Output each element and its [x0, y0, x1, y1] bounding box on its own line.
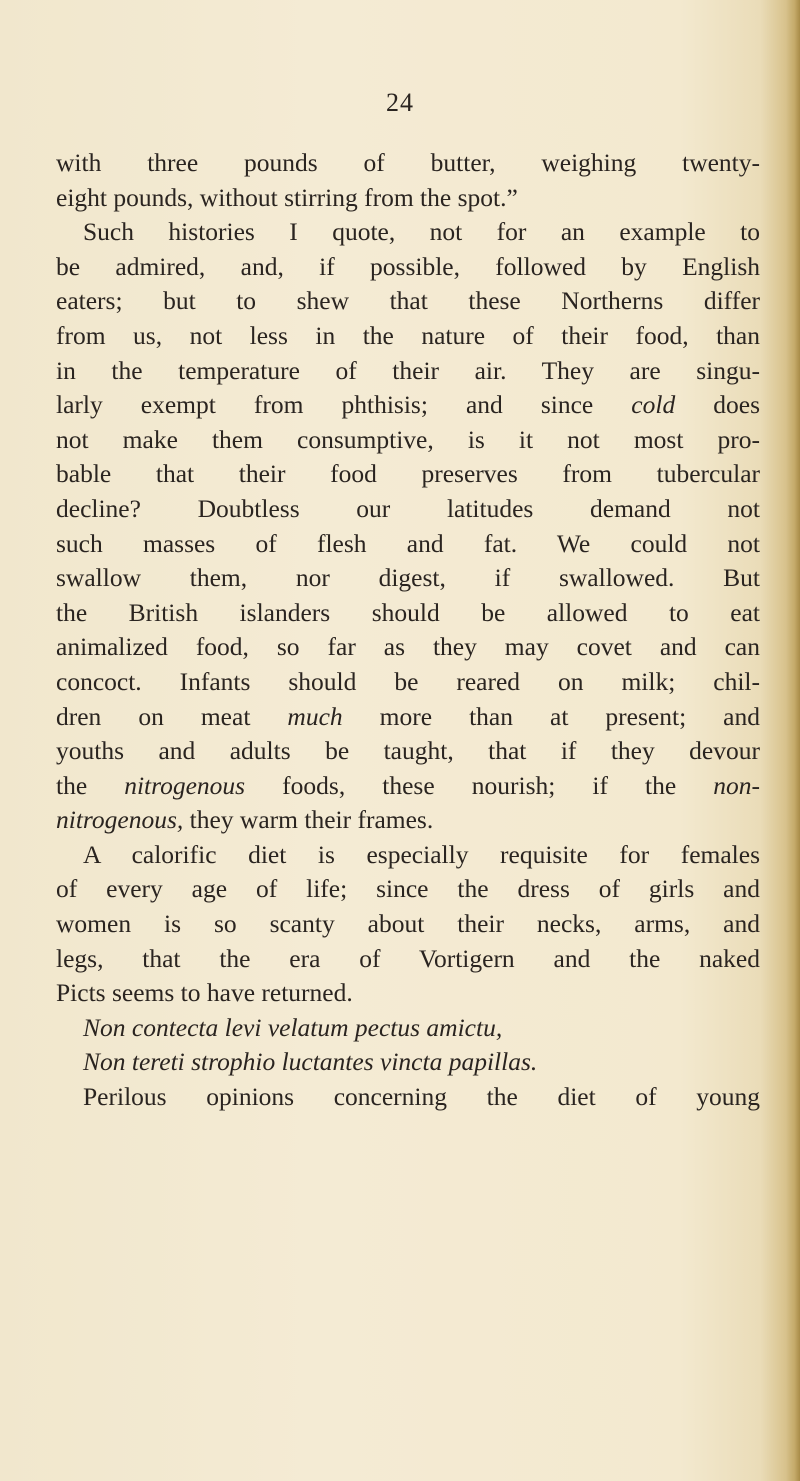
text-span: foods, these nourish; if the [245, 770, 714, 800]
text-line [56, 250, 760, 285]
text-line [56, 630, 760, 665]
text-span: animalized food, so far as they may covet and can [56, 632, 760, 662]
text-line [56, 319, 760, 354]
italic-text: nitrogenous, [56, 805, 184, 835]
text-line [56, 803, 760, 838]
text-line [56, 942, 760, 977]
text-line [56, 354, 760, 389]
text-span: larly exempt from phthisis; and since [56, 390, 632, 420]
text-line [56, 492, 760, 527]
text-span: such masses of flesh and fat. We could not [56, 528, 760, 558]
text-span: Perilous opinions concerning the diet of young [83, 1082, 760, 1112]
text-line [56, 423, 760, 458]
italic-text: much [287, 701, 343, 731]
text-span: bable that their food preserves from tubercular [56, 459, 760, 489]
text-span: from us, not less in the nature of their food, than [56, 320, 760, 350]
text-line [56, 838, 760, 873]
text-span: legs, that the era of Vortigern and the naked [56, 943, 760, 973]
text-span: eaters; but to shew that these Northerns differ [56, 286, 760, 316]
text-line [56, 146, 760, 181]
text-line [56, 1080, 760, 1115]
text-span: Such histories I quote, not for an example to [83, 217, 760, 247]
text-line [56, 181, 760, 216]
text-span: eight pounds, without stirring from the spot.” [56, 182, 518, 212]
text-span: women is so scanty about their necks, arms, and [56, 909, 760, 939]
italic-text: non- [713, 770, 760, 800]
page-number: 24 [386, 88, 414, 117]
italic-text: Non contecta levi velatum pectus amictu, [83, 1012, 503, 1042]
text-span: dren on meat [56, 701, 288, 731]
italic-text: Non tereti strophio luctantes vincta papillas. [83, 1047, 538, 1077]
text-line [56, 457, 760, 492]
text-line [56, 700, 760, 735]
text-line [56, 284, 760, 319]
text-line [56, 976, 760, 1011]
page-edge-shadow [786, 0, 800, 1481]
text-span: the British islanders should be allowed to eat [56, 597, 760, 627]
text-span: of every age of life; since the dress of girls and [56, 874, 760, 904]
text-line [56, 872, 760, 907]
text-span: be admired, and, if possible, followed by English [56, 251, 760, 281]
text-line [56, 1045, 760, 1080]
text-span: the [56, 770, 125, 800]
text-line [56, 1011, 760, 1046]
text-line [56, 388, 760, 423]
text-line [56, 769, 760, 804]
text-span: does [675, 390, 760, 420]
text-span: decline? Doubtless our latitudes demand not [56, 493, 760, 523]
italic-text: nitrogenous [124, 770, 246, 800]
text-line [56, 561, 760, 596]
text-line [56, 734, 760, 769]
text-span: swallow them, nor digest, if swallowed. But [56, 563, 760, 593]
text-span: youths and adults be taught, that if they devour [56, 736, 760, 766]
text-span: they warm their frames. [183, 805, 434, 835]
text-span: in the temperature of their air. They are singu- [56, 355, 760, 385]
body-text [56, 146, 760, 1115]
text-span: not make them consumptive, is it not most pro- [56, 424, 760, 454]
text-span: Picts seems to have returned. [56, 978, 353, 1008]
text-span: concoct. Infants should be reared on milk; chil- [56, 666, 760, 696]
text-line [56, 907, 760, 942]
text-span: A calorific diet is especially requisite for females [83, 839, 760, 869]
italic-text: cold [631, 390, 676, 420]
text-span: with three pounds of butter, weighing twenty- [56, 148, 760, 177]
text-line [56, 215, 760, 250]
text-line [56, 527, 760, 562]
text-span: more than at present; and [342, 701, 760, 731]
text-line [56, 596, 760, 631]
text-line [56, 665, 760, 700]
